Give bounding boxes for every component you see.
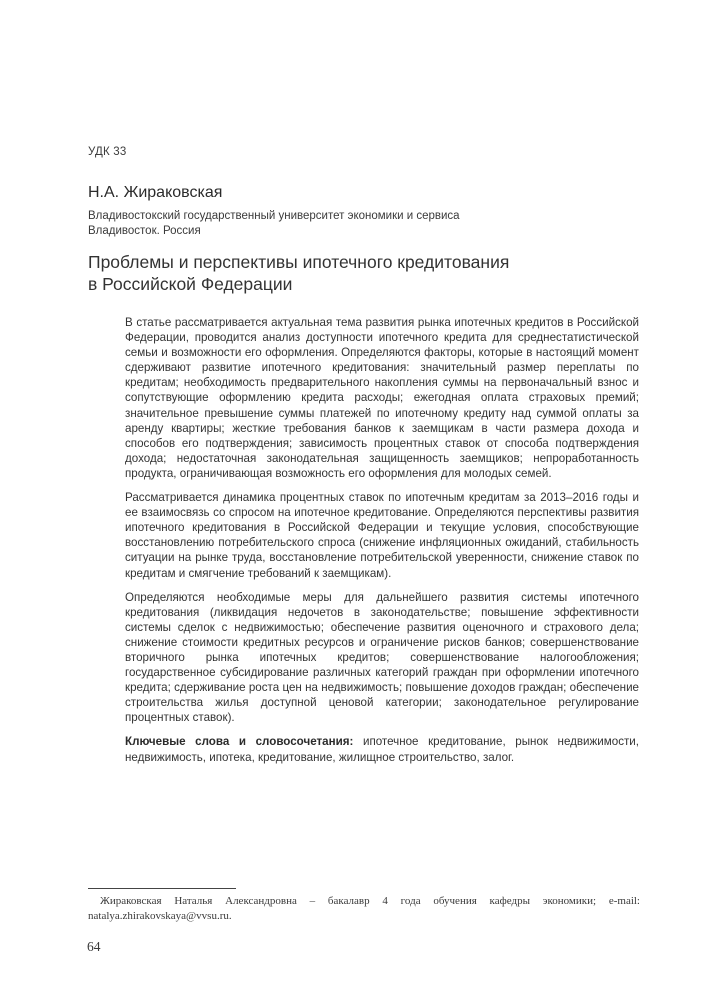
article-title xyxy=(88,251,509,295)
author-name: Н.А. Жираковская xyxy=(88,184,223,201)
article-title-line1: Проблемы и перспективы ипотечного кредитования xyxy=(88,252,510,272)
abstract-paragraph-1: В статье рассматривается актуальная тема развития рынка ипотечных кредитов в Российской Федерации, проводится анализ доступности ипотечного кредита для среднестатистической семьи и возможности его оформления. Определяются факторы, которые в настоящий момент сдерживают развитие ипотечного кредитования: значительный размер переплаты по кредитам; необходимость предварительного накопления суммы на первоначальный взнос и сопутствующие оформлению кредита расходы; ежегодная оплата страховых премий; значительное превышение суммы платежей по ипотечному кредиту над суммой оплаты за аренду квартиры; жесткие требования банков к заемщикам в части размера дохода и способов его подтверждения; зависимость процентных ставок от способа подтверждения дохода; недостаточная законодательная защищенность заемщиков; непроработанность продукта, ограничивающая возможность его оформления для молодых семей. xyxy=(125,316,639,480)
footnote-rule xyxy=(88,888,236,889)
keywords-list: ипотечное кредитование, рынок недвижимости, недвижимость, ипотека, кредитование, жилищное строительство, залог. xyxy=(125,735,639,764)
affiliation-block xyxy=(88,209,460,238)
udc-code: УДК 33 xyxy=(88,146,127,158)
abstract-block xyxy=(125,315,639,774)
keywords-paragraph xyxy=(125,734,639,764)
abstract-paragraph-2: Рассматривается динамика процентных ставок по ипотечным кредитам за 2013–2016 годы и ее взаимосвязь со спросом на ипотечное кредитование. Определяются перспективы развития ипотечного кредитования в Российской Федерации и текущие условия, способствующие восстановлению потребительского спроса (снижение инфляционных ожиданий, стабильность ситуации на рынке труда, восстановление потребительской уверенности, снижение ставок по кредитам и смягчение требований к заемщикам). xyxy=(125,491,639,580)
page-number: 64 xyxy=(87,939,101,954)
affiliation-university: Владивостокский государственный университет экономики и сервиса xyxy=(88,210,460,222)
article-title-line2: в Российской Федерации xyxy=(88,274,293,294)
keywords-label: Ключевые слова и словосочетания: xyxy=(125,735,354,749)
footnote-author-info: Жираковская Наталья Александровна – бакалавр 4 года обучения кафедры экономики; e-mail: natalya.zhirakovskaya@vvsu.ru. xyxy=(88,895,640,922)
abstract-paragraph-3: Определяются необходимые меры для дальнейшего развития системы ипотечного кредитования (ликвидация недочетов в законодательстве; повышение эффективности системы сделок с недвижимостью; обеспечение развития оценочного и страхового дела; снижение стоимости кредитных ресурсов и ограничение рисков банков; совершенствование вторичного рынка ипотечных кредитов; совершенствование налогообложения; государственное субсидирование различных категорий граждан при оформлении ипотечного кредита; сдерживание роста цен на недвижимость; повышение доходов граждан; обеспечение строительства жилья доступной ценовой категории; законодательное регулирование процентных ставок). xyxy=(125,590,639,725)
affiliation-city: Владивосток. Россия xyxy=(88,224,201,237)
